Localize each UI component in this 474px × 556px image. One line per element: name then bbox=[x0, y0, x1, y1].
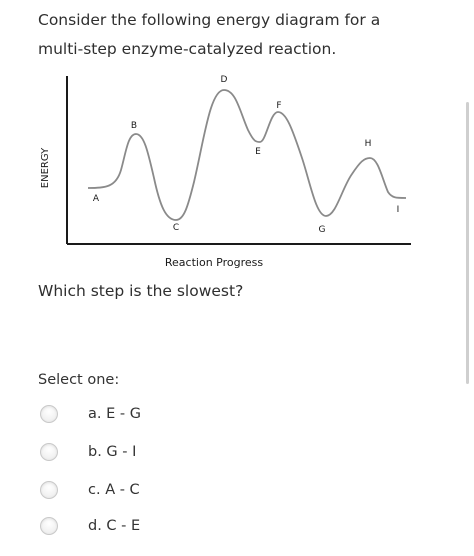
question-line-1: Consider the following energy diagram for a bbox=[38, 11, 381, 29]
option-d[interactable] bbox=[40, 513, 140, 539]
option-b[interactable] bbox=[40, 439, 136, 465]
option-a-radio[interactable] bbox=[40, 405, 58, 423]
option-c[interactable] bbox=[40, 477, 140, 503]
point-label-b: B bbox=[130, 121, 138, 131]
question-line-2: multi-step enzyme-catalyzed reaction. bbox=[38, 40, 337, 58]
point-label-c: C bbox=[172, 223, 180, 233]
point-label-a: A bbox=[92, 194, 100, 204]
point-label-f: F bbox=[276, 101, 282, 111]
option-a[interactable] bbox=[40, 401, 141, 427]
energy-curve bbox=[88, 90, 406, 220]
point-label-i: I bbox=[396, 205, 400, 215]
option-c-label[interactable]: c. A - C bbox=[88, 482, 140, 498]
energy-diagram bbox=[30, 70, 420, 280]
option-c-radio[interactable] bbox=[40, 481, 58, 499]
option-d-label[interactable]: d. C - E bbox=[88, 518, 141, 534]
point-label-d: D bbox=[220, 75, 228, 85]
question-prompt: Which step is the slowest? bbox=[38, 282, 244, 300]
option-a-label[interactable]: a. E - G bbox=[88, 406, 141, 422]
point-label-e: E bbox=[255, 147, 261, 157]
point-label-h: H bbox=[364, 139, 372, 149]
x-axis-label: Reaction Progress bbox=[164, 256, 264, 269]
option-b-label[interactable]: b. G - I bbox=[88, 444, 137, 460]
point-label-g: G bbox=[318, 225, 326, 235]
option-d-radio[interactable] bbox=[40, 517, 58, 535]
option-b-radio[interactable] bbox=[40, 443, 58, 461]
scrollbar[interactable] bbox=[466, 102, 469, 384]
question-text bbox=[38, 6, 458, 64]
y-axis-label: ENERGY bbox=[40, 147, 51, 189]
select-one-label: Select one: bbox=[38, 372, 120, 388]
